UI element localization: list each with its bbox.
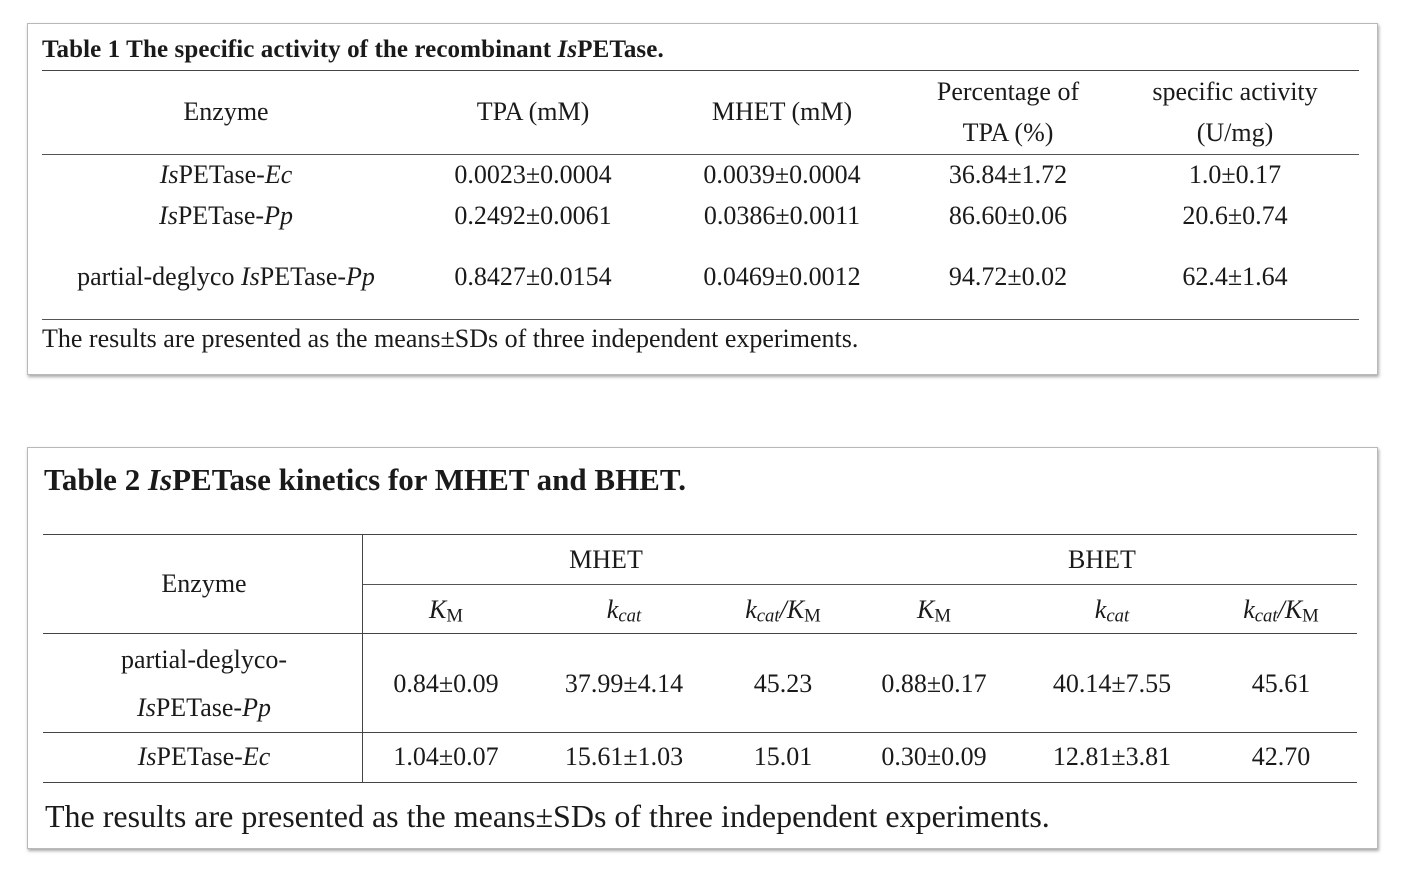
table2-bottom-rule	[43, 782, 1357, 783]
table1-top-rule	[42, 70, 1359, 71]
table2-header-enzyme: Enzyme	[161, 569, 247, 598]
table2-row1-enzyme-line2: IsPETase-Pp	[137, 693, 271, 722]
table2-header-bhet-km: $K_M$	[917, 595, 951, 627]
table2-footnote: The results are presented as the means±SDs of three independent experiments.	[45, 798, 1050, 834]
table2-row2-mhet-ratio: 15.01	[753, 742, 813, 771]
table2-row2-mhet-km: 1.04±0.07	[393, 742, 499, 771]
table1-row3-enzyme: partial-deglyco IsPETase-Pp	[77, 262, 375, 291]
table2-row1-mhet-ratio: 45.23	[753, 669, 813, 698]
table1-row3-tpa: 0.8427±0.0154	[454, 262, 612, 291]
table1-card	[27, 23, 1378, 375]
table2-header-bhet-kcat: $k_{cat}$	[1094, 595, 1130, 627]
table2-row1-mhet-kcat: 37.99±4.14	[564, 669, 684, 698]
table2-row1-mhet-km: 0.84±0.09	[393, 669, 499, 698]
table1-header-enzyme: Enzyme	[183, 97, 269, 126]
table1-footnote: The results are presented as the means±SDs of three independent experiments.	[42, 324, 859, 353]
table2-row-rule	[43, 732, 1357, 733]
table1-row2-specific-activity: 20.6±0.74	[1182, 201, 1288, 230]
table1-row1-enzyme: IsPETase-Ec	[159, 160, 293, 189]
table2-title: Table 2 IsPETase kinetics for MHET and BHET.	[44, 462, 686, 497]
table2-row2-enzyme: IsPETase-Ec	[137, 742, 271, 771]
table1-header-mhet: MHET (mM)	[711, 97, 853, 126]
table1-header-rule	[42, 154, 1359, 155]
table2-row2-bhet-kcat: 12.81±3.81	[1052, 742, 1172, 771]
table1-row3-percentage: 94.72±0.02	[948, 262, 1068, 291]
table1-row3-specific-activity: 62.4±1.64	[1182, 262, 1288, 291]
table2-card	[27, 447, 1378, 849]
table1-header-specific-activity-line2: (U/mg)	[1196, 118, 1274, 147]
table2-header-mhet: MHET	[569, 545, 643, 574]
table1-header-specific-activity-line1: specific activity	[1152, 77, 1318, 106]
table2-header-mhet-km: $K_M$	[429, 595, 463, 627]
table2-row1-bhet-km: 0.88±0.17	[881, 669, 987, 698]
table1-title: Table 1 The specific activity of the recombinant IsPETase.	[42, 36, 664, 63]
table1-header-percentage-line2: TPA (%)	[962, 118, 1054, 147]
table2-header-mhet-kcat-km: $k_{cat}/K_M$	[745, 595, 821, 627]
table1-row2-mhet: 0.0386±0.0011	[703, 201, 861, 230]
table2-row1-enzyme-line1: partial-deglyco-	[120, 645, 288, 674]
table2-header-mhet-kcat: $k_{cat}$	[606, 595, 642, 627]
table1-header-tpa: TPA (mM)	[476, 97, 590, 126]
table1-row1-mhet: 0.0039±0.0004	[703, 160, 861, 189]
table2-row1-bhet-ratio: 45.61	[1251, 669, 1311, 698]
table2-header-rule	[43, 633, 1357, 634]
table2-enzyme-divider	[362, 534, 363, 782]
table1-row3-mhet: 0.0469±0.0012	[703, 262, 861, 291]
table2-group-rule	[363, 584, 1357, 585]
table2-header-bhet: BHET	[1068, 545, 1136, 574]
table2-header-bhet-kcat-km: $k_{cat}/K_M$	[1243, 595, 1319, 627]
table1-row2-percentage: 86.60±0.06	[948, 201, 1068, 230]
table2-row2-bhet-ratio: 42.70	[1251, 742, 1311, 771]
table1-row2-tpa: 0.2492±0.0061	[454, 201, 612, 230]
table1-row1-tpa: 0.0023±0.0004	[454, 160, 612, 189]
table1-bottom-rule	[42, 319, 1359, 320]
table2-row2-mhet-kcat: 15.61±1.03	[564, 742, 684, 771]
table1-header-percentage-line1: Percentage of	[936, 77, 1080, 106]
table1-row1-specific-activity: 1.0±0.17	[1188, 160, 1282, 189]
table2-row1-bhet-kcat: 40.14±7.55	[1052, 669, 1172, 698]
table1-row2-enzyme: IsPETase-Pp	[159, 201, 293, 230]
table1-row1-percentage: 36.84±1.72	[948, 160, 1068, 189]
table2-row2-bhet-km: 0.30±0.09	[881, 742, 987, 771]
table2-top-rule	[43, 534, 1357, 535]
